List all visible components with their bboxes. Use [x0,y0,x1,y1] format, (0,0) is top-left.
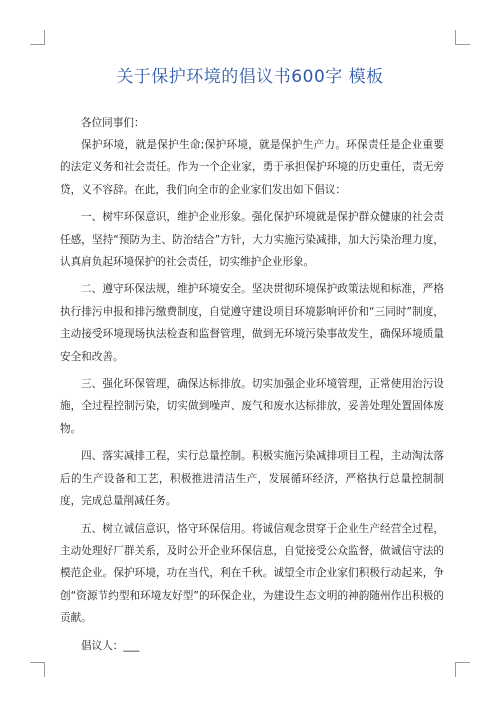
paragraph-1: 一、树牢环保意识，维护企业形象。强化保护环境就是保护群众健康的社会责任感，坚持“预防为主、防治结合”方针，大力实施污染减排，加大污染治理力度，认真肩负起环境保护的社会责任，切实维护企业形象。 [60,211,444,269]
paragraph-5: 五、树立诚信意识，恪守环保信用。将诚信观念贯穿于企业生产经营全过程，主动处理好厂群关系，及时公开企业环保信息，自觉接受公众监督，做诚信守法的模范企业。保护环境，功在当代，利在千秋。诚望全市企业家们积极行动起来，争创“资源节约型和环境友好型”的环保企业，为建设生态文明的神韵随州作出积极的贡献。 [60,522,444,625]
paragraph-intro: 保护环境，就是保护生命;保护环境，就是保护生产力。环保责任是企业重要的法定义务和社会责任。作为一个企业家，勇于承担保护环境的历史重任，责无旁贷，义不容辞。在此，我们向全市的企业家们发出如下倡议： [60,139,444,196]
crop-mark-bottom-left [30,662,45,677]
paragraph-4: 四、落实减排工程，实行总量控制。积极实施污染减排项目工程，主动淘汰落后的生产设备和工艺，积极推进清洁生产，发展循环经济，严格执行总量控制制度，完成总量削减任务。 [60,450,444,508]
paragraph-2: 二、遵守环保法规，维护环境安全。坚决贯彻环境保护政策法规和标准，严格执行排污申报和排污缴费制度，自觉遵守建设项目环境影响评价和“三同时”制度，主动接受环境现场执法检查和监督管理，做到无环境污染事故发生，确保环境质量安全和改善。 [60,283,444,363]
paragraph-3: 三、强化环保管理，确保达标排放。切实加强企业环境管理，正常使用治污设施，全过程控制污染，切实做到噪声、废气和废水达标排放，妥善处理处置固体废物。 [60,378,444,435]
document-body [60,112,444,657]
crop-mark-top-right [455,30,470,45]
document-title: 关于保护环境的倡议书600字 模板 [116,67,384,87]
crop-mark-bottom-right [455,662,470,677]
crop-mark-top-left [30,30,45,45]
signature-line: 倡议人：___ [81,639,140,652]
greeting: 各位同事们： [81,117,145,129]
